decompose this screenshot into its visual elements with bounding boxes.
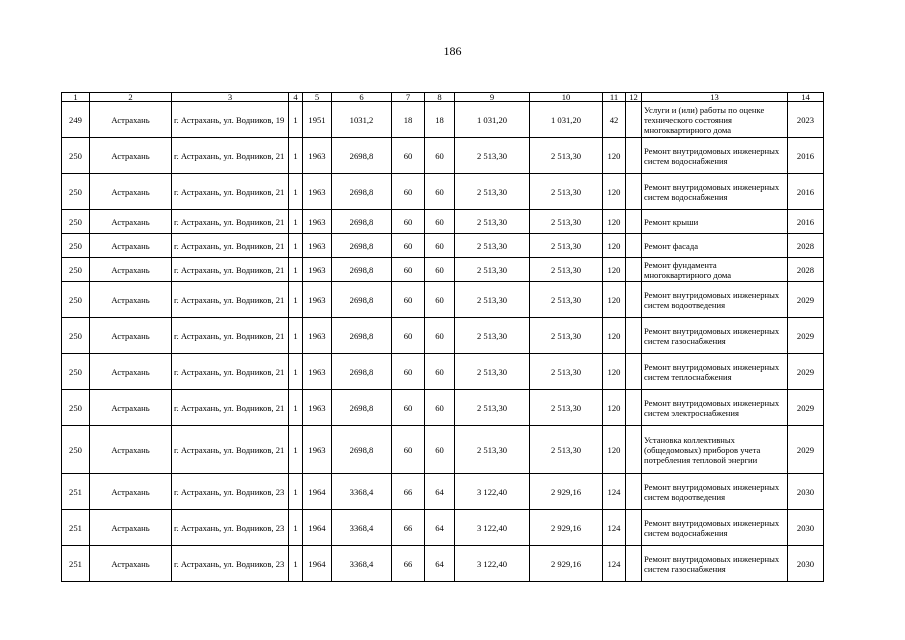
cell-col-12-value [626, 210, 642, 234]
cell-col-12-value [626, 234, 642, 258]
col-header-12: 12 [626, 93, 642, 102]
cell-planned-year: 2030 [788, 474, 824, 510]
cell-col-7-value: 60 [392, 258, 425, 282]
col-header-5: 5 [303, 93, 332, 102]
cell-col-8-value: 60 [425, 210, 455, 234]
cell-col-11-value: 120 [603, 210, 626, 234]
cell-col-11-value: 124 [603, 474, 626, 510]
cell-address: г. Астрахань, ул. Водников, 21 [172, 318, 289, 354]
cell-work-type: Ремонт внутридомовых инженерных систем газоснабжения [642, 546, 788, 582]
cell-settlement: Астрахань [90, 474, 172, 510]
col-header-4: 4 [289, 93, 303, 102]
cell-year-built: 1963 [303, 426, 332, 474]
cell-row-number: 250 [62, 354, 90, 390]
cell-col-9-value: 2 513,30 [455, 138, 530, 174]
cell-col-7-value: 60 [392, 318, 425, 354]
cell-address: г. Астрахань, ул. Водников, 21 [172, 354, 289, 390]
cell-col-4-value: 1 [289, 354, 303, 390]
cell-work-type: Ремонт внутридомовых инженерных систем электроснабжения [642, 390, 788, 426]
cell-year-built: 1951 [303, 102, 332, 138]
cell-col-12-value [626, 474, 642, 510]
cell-col-11-value: 124 [603, 510, 626, 546]
cell-row-number: 251 [62, 510, 90, 546]
cell-address: г. Астрахань, ул. Водников, 21 [172, 138, 289, 174]
repair-register-table [61, 92, 824, 582]
cell-settlement: Астрахань [90, 426, 172, 474]
cell-area: 2698,8 [332, 426, 392, 474]
cell-area: 3368,4 [332, 474, 392, 510]
cell-col-4-value: 1 [289, 210, 303, 234]
cell-col-4-value: 1 [289, 234, 303, 258]
cell-col-10-value: 2 513,30 [530, 390, 603, 426]
cell-col-12-value [626, 138, 642, 174]
cell-col-12-value [626, 318, 642, 354]
col-header-2: 2 [90, 93, 172, 102]
cell-col-8-value: 60 [425, 174, 455, 210]
cell-col-7-value: 60 [392, 390, 425, 426]
cell-col-7-value: 60 [392, 210, 425, 234]
cell-col-7-value: 66 [392, 546, 425, 582]
cell-address: г. Астрахань, ул. Водников, 21 [172, 210, 289, 234]
cell-settlement: Астрахань [90, 390, 172, 426]
cell-col-11-value: 120 [603, 390, 626, 426]
cell-col-9-value: 3 122,40 [455, 474, 530, 510]
cell-area: 3368,4 [332, 546, 392, 582]
cell-work-type: Ремонт внутридомовых инженерных систем теплоснабжения [642, 354, 788, 390]
cell-col-12-value [626, 354, 642, 390]
cell-planned-year: 2028 [788, 234, 824, 258]
cell-settlement: Астрахань [90, 282, 172, 318]
col-header-9: 9 [455, 93, 530, 102]
cell-col-12-value [626, 282, 642, 318]
table-body [62, 102, 824, 582]
col-header-11: 11 [603, 93, 626, 102]
cell-col-11-value: 120 [603, 282, 626, 318]
cell-area: 3368,4 [332, 510, 392, 546]
cell-col-8-value: 60 [425, 282, 455, 318]
cell-col-7-value: 66 [392, 474, 425, 510]
cell-col-9-value: 2 513,30 [455, 174, 530, 210]
cell-col-12-value [626, 546, 642, 582]
cell-address: г. Астрахань, ул. Водников, 21 [172, 234, 289, 258]
cell-col-9-value: 2 513,30 [455, 390, 530, 426]
col-header-10: 10 [530, 93, 603, 102]
cell-col-12-value [626, 426, 642, 474]
cell-address: г. Астрахань, ул. Водников, 23 [172, 510, 289, 546]
cell-area: 1031,2 [332, 102, 392, 138]
cell-row-number: 250 [62, 258, 90, 282]
cell-settlement: Астрахань [90, 510, 172, 546]
cell-address: г. Астрахань, ул. Водников, 23 [172, 546, 289, 582]
cell-work-type: Ремонт внутридомовых инженерных систем водоотведения [642, 282, 788, 318]
cell-year-built: 1963 [303, 174, 332, 210]
cell-col-10-value: 2 513,30 [530, 318, 603, 354]
cell-col-11-value: 120 [603, 258, 626, 282]
cell-address: г. Астрахань, ул. Водников, 21 [172, 282, 289, 318]
cell-work-type: Установка коллективных (общедомовых) приборов учета потребления тепловой энергии [642, 426, 788, 474]
cell-settlement: Астрахань [90, 318, 172, 354]
cell-work-type: Ремонт внутридомовых инженерных систем водоснабжения [642, 138, 788, 174]
table-row [62, 258, 824, 282]
cell-col-10-value: 2 513,30 [530, 210, 603, 234]
cell-col-7-value: 66 [392, 510, 425, 546]
cell-col-4-value: 1 [289, 474, 303, 510]
cell-row-number: 250 [62, 174, 90, 210]
cell-work-type: Ремонт фундамента многоквартирного дома [642, 258, 788, 282]
cell-col-11-value: 124 [603, 546, 626, 582]
cell-col-10-value: 2 513,30 [530, 282, 603, 318]
cell-col-9-value: 1 031,20 [455, 102, 530, 138]
cell-address: г. Астрахань, ул. Водников, 19 [172, 102, 289, 138]
cell-col-10-value: 2 513,30 [530, 258, 603, 282]
cell-year-built: 1963 [303, 210, 332, 234]
cell-row-number: 250 [62, 210, 90, 234]
cell-col-4-value: 1 [289, 282, 303, 318]
cell-area: 2698,8 [332, 174, 392, 210]
cell-col-9-value: 2 513,30 [455, 282, 530, 318]
cell-col-8-value: 60 [425, 354, 455, 390]
col-header-8: 8 [425, 93, 455, 102]
cell-planned-year: 2023 [788, 102, 824, 138]
cell-col-10-value: 2 929,16 [530, 546, 603, 582]
col-header-1: 1 [62, 93, 90, 102]
cell-col-8-value: 64 [425, 546, 455, 582]
cell-col-10-value: 2 513,30 [530, 234, 603, 258]
cell-col-8-value: 60 [425, 138, 455, 174]
cell-col-7-value: 60 [392, 234, 425, 258]
table-row [62, 510, 824, 546]
cell-address: г. Астрахань, ул. Водников, 21 [172, 426, 289, 474]
cell-settlement: Астрахань [90, 174, 172, 210]
cell-planned-year: 2028 [788, 258, 824, 282]
cell-col-11-value: 42 [603, 102, 626, 138]
cell-col-4-value: 1 [289, 426, 303, 474]
cell-col-10-value: 1 031,20 [530, 102, 603, 138]
cell-year-built: 1963 [303, 318, 332, 354]
cell-col-12-value [626, 258, 642, 282]
cell-row-number: 250 [62, 282, 90, 318]
cell-planned-year: 2029 [788, 390, 824, 426]
cell-col-12-value [626, 174, 642, 210]
cell-col-4-value: 1 [289, 510, 303, 546]
col-header-6: 6 [332, 93, 392, 102]
cell-col-10-value: 2 929,16 [530, 474, 603, 510]
cell-col-10-value: 2 513,30 [530, 426, 603, 474]
cell-col-4-value: 1 [289, 546, 303, 582]
cell-col-9-value: 2 513,30 [455, 318, 530, 354]
cell-row-number: 250 [62, 318, 90, 354]
cell-col-10-value: 2 929,16 [530, 510, 603, 546]
cell-area: 2698,8 [332, 138, 392, 174]
table-row [62, 174, 824, 210]
cell-work-type: Ремонт внутридомовых инженерных систем водоснабжения [642, 510, 788, 546]
cell-work-type: Ремонт внутридомовых инженерных систем водоснабжения [642, 174, 788, 210]
cell-row-number: 249 [62, 102, 90, 138]
cell-col-4-value: 1 [289, 174, 303, 210]
cell-col-8-value: 60 [425, 318, 455, 354]
cell-address: г. Астрахань, ул. Водников, 21 [172, 174, 289, 210]
cell-year-built: 1963 [303, 258, 332, 282]
cell-col-11-value: 120 [603, 234, 626, 258]
cell-year-built: 1963 [303, 282, 332, 318]
cell-col-8-value: 60 [425, 234, 455, 258]
cell-year-built: 1963 [303, 234, 332, 258]
cell-col-12-value [626, 390, 642, 426]
cell-area: 2698,8 [332, 282, 392, 318]
cell-row-number: 250 [62, 390, 90, 426]
cell-row-number: 251 [62, 474, 90, 510]
cell-col-11-value: 120 [603, 318, 626, 354]
cell-address: г. Астрахань, ул. Водников, 23 [172, 474, 289, 510]
cell-col-8-value: 64 [425, 474, 455, 510]
cell-year-built: 1964 [303, 474, 332, 510]
table-row [62, 390, 824, 426]
cell-planned-year: 2029 [788, 282, 824, 318]
cell-planned-year: 2016 [788, 210, 824, 234]
cell-area: 2698,8 [332, 258, 392, 282]
cell-work-type: Ремонт внутридомовых инженерных систем водоотведения [642, 474, 788, 510]
cell-year-built: 1963 [303, 354, 332, 390]
cell-col-9-value: 2 513,30 [455, 426, 530, 474]
cell-col-4-value: 1 [289, 102, 303, 138]
cell-col-8-value: 60 [425, 390, 455, 426]
cell-area: 2698,8 [332, 390, 392, 426]
cell-area: 2698,8 [332, 354, 392, 390]
cell-work-type: Услуги и (или) работы по оценке технического состояния многоквартирного дома [642, 102, 788, 138]
col-header-14: 14 [788, 93, 824, 102]
cell-settlement: Астрахань [90, 210, 172, 234]
cell-col-9-value: 2 513,30 [455, 210, 530, 234]
cell-col-7-value: 18 [392, 102, 425, 138]
table-row [62, 474, 824, 510]
cell-col-9-value: 3 122,40 [455, 510, 530, 546]
cell-col-11-value: 120 [603, 354, 626, 390]
cell-col-7-value: 60 [392, 426, 425, 474]
table-row [62, 354, 824, 390]
cell-row-number: 250 [62, 138, 90, 174]
cell-year-built: 1964 [303, 546, 332, 582]
cell-address: г. Астрахань, ул. Водников, 21 [172, 390, 289, 426]
cell-year-built: 1963 [303, 138, 332, 174]
page-number: 186 [443, 44, 462, 58]
cell-col-9-value: 2 513,30 [455, 354, 530, 390]
cell-area: 2698,8 [332, 210, 392, 234]
cell-planned-year: 2030 [788, 546, 824, 582]
cell-settlement: Астрахань [90, 138, 172, 174]
cell-col-11-value: 120 [603, 426, 626, 474]
table-row [62, 426, 824, 474]
cell-col-9-value: 2 513,30 [455, 234, 530, 258]
cell-row-number: 250 [62, 234, 90, 258]
cell-col-4-value: 1 [289, 138, 303, 174]
cell-planned-year: 2029 [788, 426, 824, 474]
cell-col-9-value: 2 513,30 [455, 258, 530, 282]
cell-col-4-value: 1 [289, 390, 303, 426]
cell-row-number: 251 [62, 546, 90, 582]
cell-work-type: Ремонт крыши [642, 210, 788, 234]
col-header-3: 3 [172, 93, 289, 102]
cell-settlement: Астрахань [90, 354, 172, 390]
cell-planned-year: 2016 [788, 138, 824, 174]
cell-planned-year: 2016 [788, 174, 824, 210]
cell-address: г. Астрахань, ул. Водников, 21 [172, 258, 289, 282]
cell-col-10-value: 2 513,30 [530, 138, 603, 174]
cell-col-9-value: 3 122,40 [455, 546, 530, 582]
col-header-7: 7 [392, 93, 425, 102]
cell-work-type: Ремонт внутридомовых инженерных систем газоснабжения [642, 318, 788, 354]
cell-col-7-value: 60 [392, 282, 425, 318]
table-row [62, 102, 824, 138]
table-row [62, 318, 824, 354]
table-row [62, 234, 824, 258]
table-row [62, 210, 824, 234]
cell-col-7-value: 60 [392, 354, 425, 390]
cell-year-built: 1964 [303, 510, 332, 546]
cell-planned-year: 2029 [788, 354, 824, 390]
table-row [62, 282, 824, 318]
cell-col-12-value [626, 510, 642, 546]
cell-col-8-value: 64 [425, 510, 455, 546]
cell-col-8-value: 60 [425, 426, 455, 474]
table-row [62, 138, 824, 174]
cell-col-7-value: 60 [392, 174, 425, 210]
cell-settlement: Астрахань [90, 258, 172, 282]
col-header-13: 13 [642, 93, 788, 102]
cell-row-number: 250 [62, 426, 90, 474]
cell-col-8-value: 60 [425, 258, 455, 282]
table-row [62, 546, 824, 582]
cell-settlement: Астрахань [90, 546, 172, 582]
cell-col-8-value: 18 [425, 102, 455, 138]
cell-col-10-value: 2 513,30 [530, 354, 603, 390]
cell-planned-year: 2030 [788, 510, 824, 546]
cell-col-11-value: 120 [603, 174, 626, 210]
column-number-row [62, 93, 824, 102]
cell-settlement: Астрахань [90, 102, 172, 138]
cell-area: 2698,8 [332, 318, 392, 354]
cell-work-type: Ремонт фасада [642, 234, 788, 258]
cell-year-built: 1963 [303, 390, 332, 426]
cell-col-11-value: 120 [603, 138, 626, 174]
cell-col-12-value [626, 102, 642, 138]
cell-area: 2698,8 [332, 234, 392, 258]
cell-col-7-value: 60 [392, 138, 425, 174]
cell-settlement: Астрахань [90, 234, 172, 258]
cell-col-4-value: 1 [289, 258, 303, 282]
cell-col-4-value: 1 [289, 318, 303, 354]
cell-col-10-value: 2 513,30 [530, 174, 603, 210]
cell-planned-year: 2029 [788, 318, 824, 354]
